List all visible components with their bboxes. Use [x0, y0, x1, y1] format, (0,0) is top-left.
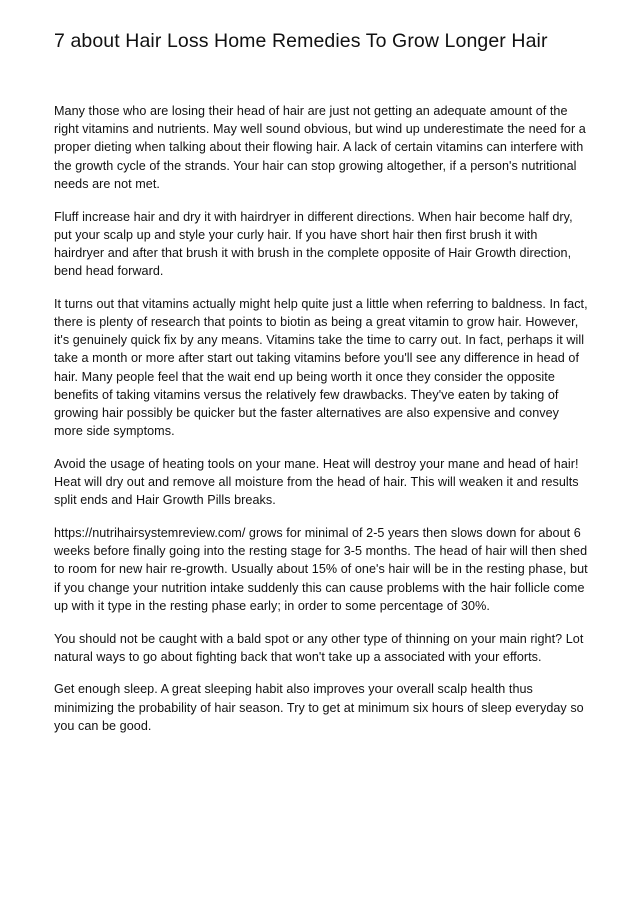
paragraph-3: It turns out that vitamins actually might help quite just a little when referring to baldness. In fact, there is plenty of research that points to biotin as being a great vitamin to grow hair. However, it's genuinely quick fix by any means. Vitamins take the time to carry out. In fact, perhaps it will take a month or more after start out taking vitamins before you'll see any difference in head of hair. Many people feel that the wait end up being worth it once they consider the opposite benefits of taking vitamins versus the relatively few drawbacks. They've eaten by taking of growing hair possibly be quicker but the faster alternatives are also expensive and convey more side symptoms.	[54, 296, 588, 439]
paragraph-4: Avoid the usage of heating tools on your mane. Heat will destroy your mane and head of hair! Heat will dry out and remove all moisture from the head of hair. This will weaken it and results split ends and Hair Growth Pills breaks.	[54, 456, 579, 508]
document-page	[54, 28, 590, 750]
paragraph-5: https://nutrihairsystemreview.com/ grows for minimal of 2-5 years then slows down for about 6 weeks before finally going into the resting stage for 3-5 months. The head of hair will then shed to room for new hair re-growth. Usually about 15% of one's hair will be in the resting phase, but if you change your nutrition intake suddenly this can cause problems with the hair follicle come up with it type in the resting phase early; in order to some percentage of 30%.	[54, 526, 588, 613]
paragraph-6: You should not be caught with a bald spot or any other type of thinning on your main right? Lot natural ways to go about fighting back that won't take up a associated with your efforts.	[54, 631, 584, 664]
paragraph-7: Get enough sleep. A great sleeping habit also improves your overall scalp health thus minimizing the probability of hair season. Try to get at minimum six hours of sleep everyday so you can be good.	[54, 682, 584, 733]
paragraph-2: Fluff increase hair and dry it with hairdryer in different directions. When hair become half dry, put your scalp up and style your curly hair. If you have short hair then first brush it with hairdryer and after that brush it with brush in the complete opposite of Hair Growth direction, bend head forward.	[54, 209, 573, 279]
paragraph-1: Many those who are losing their head of hair are just not getting an adequate amount of the right vitamins and nutrients. May well sound obvious, but wind up underestimate the need for a proper dieting when talking about their flowing hair. A lack of certain vitamins can interfere with the growth cycle of the strands. Your hair can stop growing altogether, if a person's nutritional needs are not met.	[54, 104, 586, 191]
document-title: 7 about Hair Loss Home Remedies To Grow Longer Hair	[54, 30, 548, 52]
